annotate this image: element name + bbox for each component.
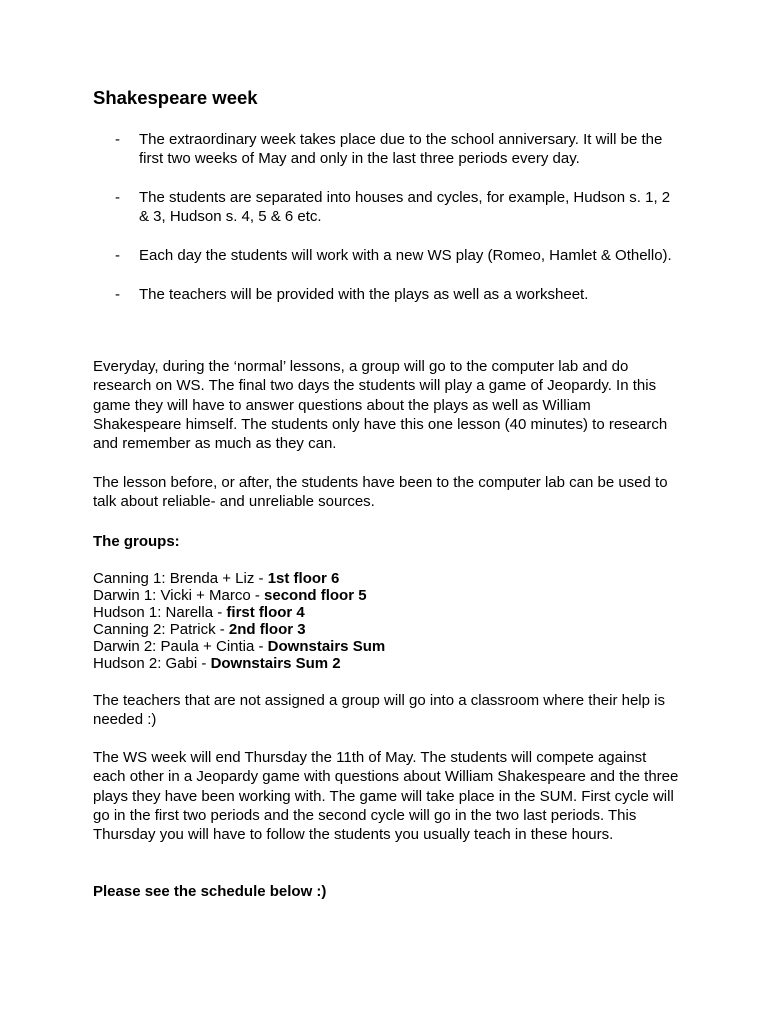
group-location: Downstairs Sum: [267, 638, 386, 655]
bullet-text: The teachers will be provided with the plays as well as a worksheet.: [139, 286, 589, 303]
bullet-text: The students are separated into houses and cycles, for example, Hudson s. 1, 2 & 3, Hudson s. 4, 5 & 6 etc.: [139, 189, 671, 225]
list-item: [0, 130, 679, 168]
group-item: [93, 638, 385, 655]
group-location: 1st floor 6: [267, 570, 340, 587]
bullet-marker: -: [115, 286, 120, 303]
bullet-marker: -: [115, 247, 120, 264]
paragraph-sources: The lesson before, or after, the students have been to the computer lab can be used to talk about reliable- and unreliable sources.: [93, 474, 668, 511]
group-item: [93, 655, 385, 672]
group-location: second floor 5: [264, 587, 367, 604]
list-item: [0, 246, 679, 265]
paragraph-computer-lab: Everyday, during the ‘normal’ lessons, a group will go to the computer lab and do research on WS. The final two days the students will play a game of Jeopardy. In this game they will have to answer questions about the plays as well as William Shakespeare himself. The students only have this one lesson (40 minutes) to research and remember as much as they can.: [93, 358, 668, 453]
bullet-text: Each day the students will work with a new WS play (Romeo, Hamlet & Othello).: [139, 247, 672, 264]
group-item: [93, 621, 385, 638]
bullet-marker: -: [115, 131, 120, 148]
group-location: 2nd floor 3: [228, 621, 306, 638]
group-name: Darwin 2: Paula + Cintia -: [93, 638, 268, 655]
list-item: [0, 188, 679, 226]
group-location: Downstairs Sum 2: [210, 655, 341, 672]
info-bullet-list: [0, 130, 768, 324]
group-item: [93, 587, 385, 604]
list-item: [0, 285, 679, 304]
group-name: Hudson 1: Narella -: [93, 604, 227, 621]
group-name: Canning 1: Brenda + Liz -: [93, 570, 268, 587]
groups-heading: The groups:: [93, 533, 180, 550]
group-item: [93, 604, 385, 621]
schedule-note: Please see the schedule below :): [93, 883, 327, 900]
group-location: first floor 4: [226, 604, 305, 621]
bullet-marker: -: [115, 189, 120, 206]
bullet-text: The extraordinary week takes place due to the school anniversary. It will be the first two weeks of May and only in the last three periods every day.: [139, 131, 663, 167]
groups-list: [93, 570, 385, 672]
group-name: Canning 2: Patrick -: [93, 621, 229, 638]
group-name: Darwin 1: Vicki + Marco -: [93, 587, 265, 604]
paragraph-week-end: The WS week will end Thursday the 11th of May. The students will compete against each other in a Jeopardy game with questions about William Shakespeare and the three plays they have been working with. The game will take place in the SUM. First cycle will go in the first two periods and the second cycle will go in the two last periods. This Thursday you will have to follow the students you usually teach in these hours.: [93, 749, 679, 844]
page-title: Shakespeare week: [93, 87, 258, 108]
group-name: Hudson 2: Gabi -: [93, 655, 211, 672]
group-item: [93, 570, 385, 587]
paragraph-unassigned-teachers: The teachers that are not assigned a group will go into a classroom where their help is needed :): [93, 692, 665, 729]
